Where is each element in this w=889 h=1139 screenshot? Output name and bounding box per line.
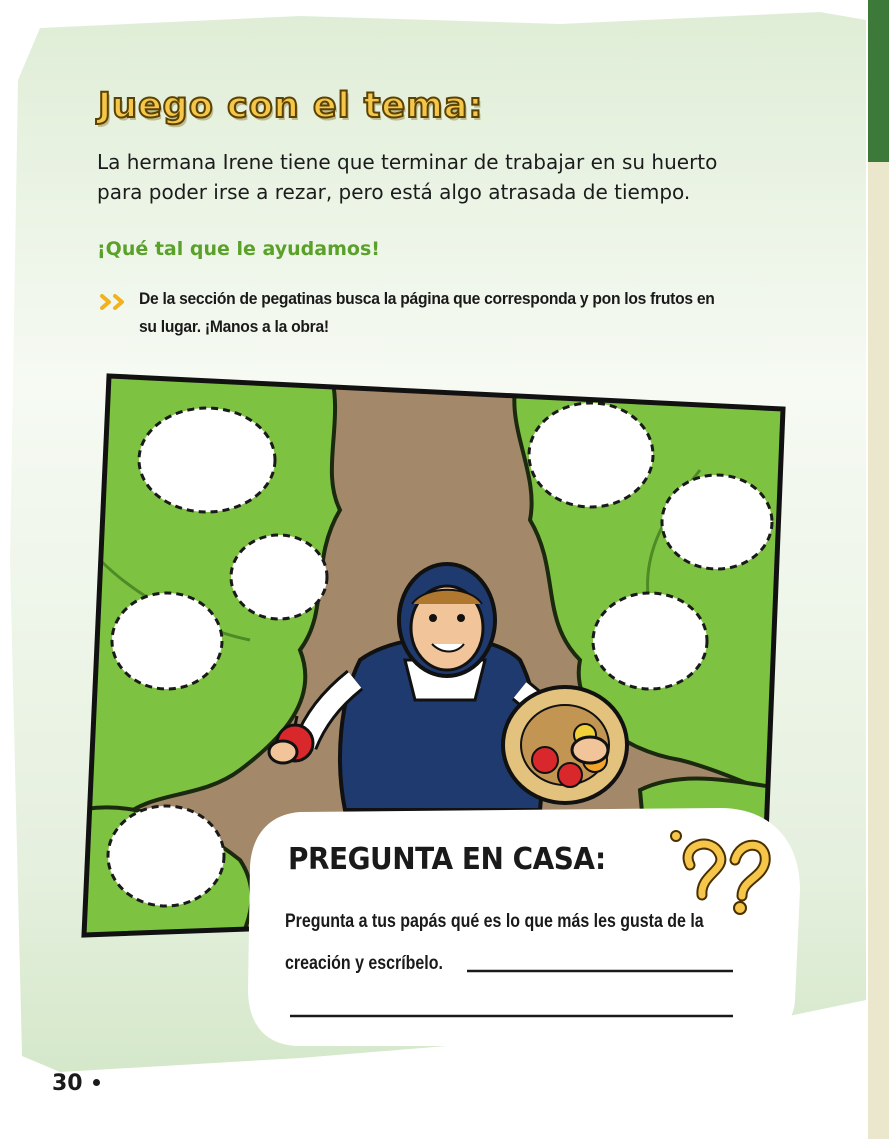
sticker-slot-4 bbox=[529, 403, 653, 507]
page-number-dot bbox=[93, 1079, 100, 1086]
section-title: Juego con el tema: bbox=[98, 86, 484, 126]
intro-callout: ¡Qué tal que le ayudamos! bbox=[97, 238, 380, 260]
sticker-slot-6 bbox=[593, 593, 707, 689]
page-number: 30 bbox=[52, 1071, 83, 1096]
sticker-slot-5 bbox=[662, 475, 772, 569]
sticker-slot-2 bbox=[231, 535, 327, 619]
instruction-text: De la sección de pegatinas busca la página que corresponda y pon los frutos en su lugar. ¡Manos a la obra! bbox=[139, 289, 715, 336]
card-question-line-2: creación y escríbelo. bbox=[285, 953, 443, 974]
sticker-slot-1 bbox=[139, 408, 275, 512]
card-title: PREGUNTA EN CASA: bbox=[288, 842, 606, 877]
intro-paragraph: La hermana Irene tiene que terminar de trabajar en su huerto para poder irse a rezar, pero está algo atrasada de tiempo. bbox=[97, 150, 718, 204]
card-question-line-1: Pregunta a tus papás qué es lo que más les gusta de la bbox=[285, 911, 704, 932]
sticker-slot-3 bbox=[112, 593, 222, 689]
sticker-slot-7 bbox=[108, 806, 224, 906]
